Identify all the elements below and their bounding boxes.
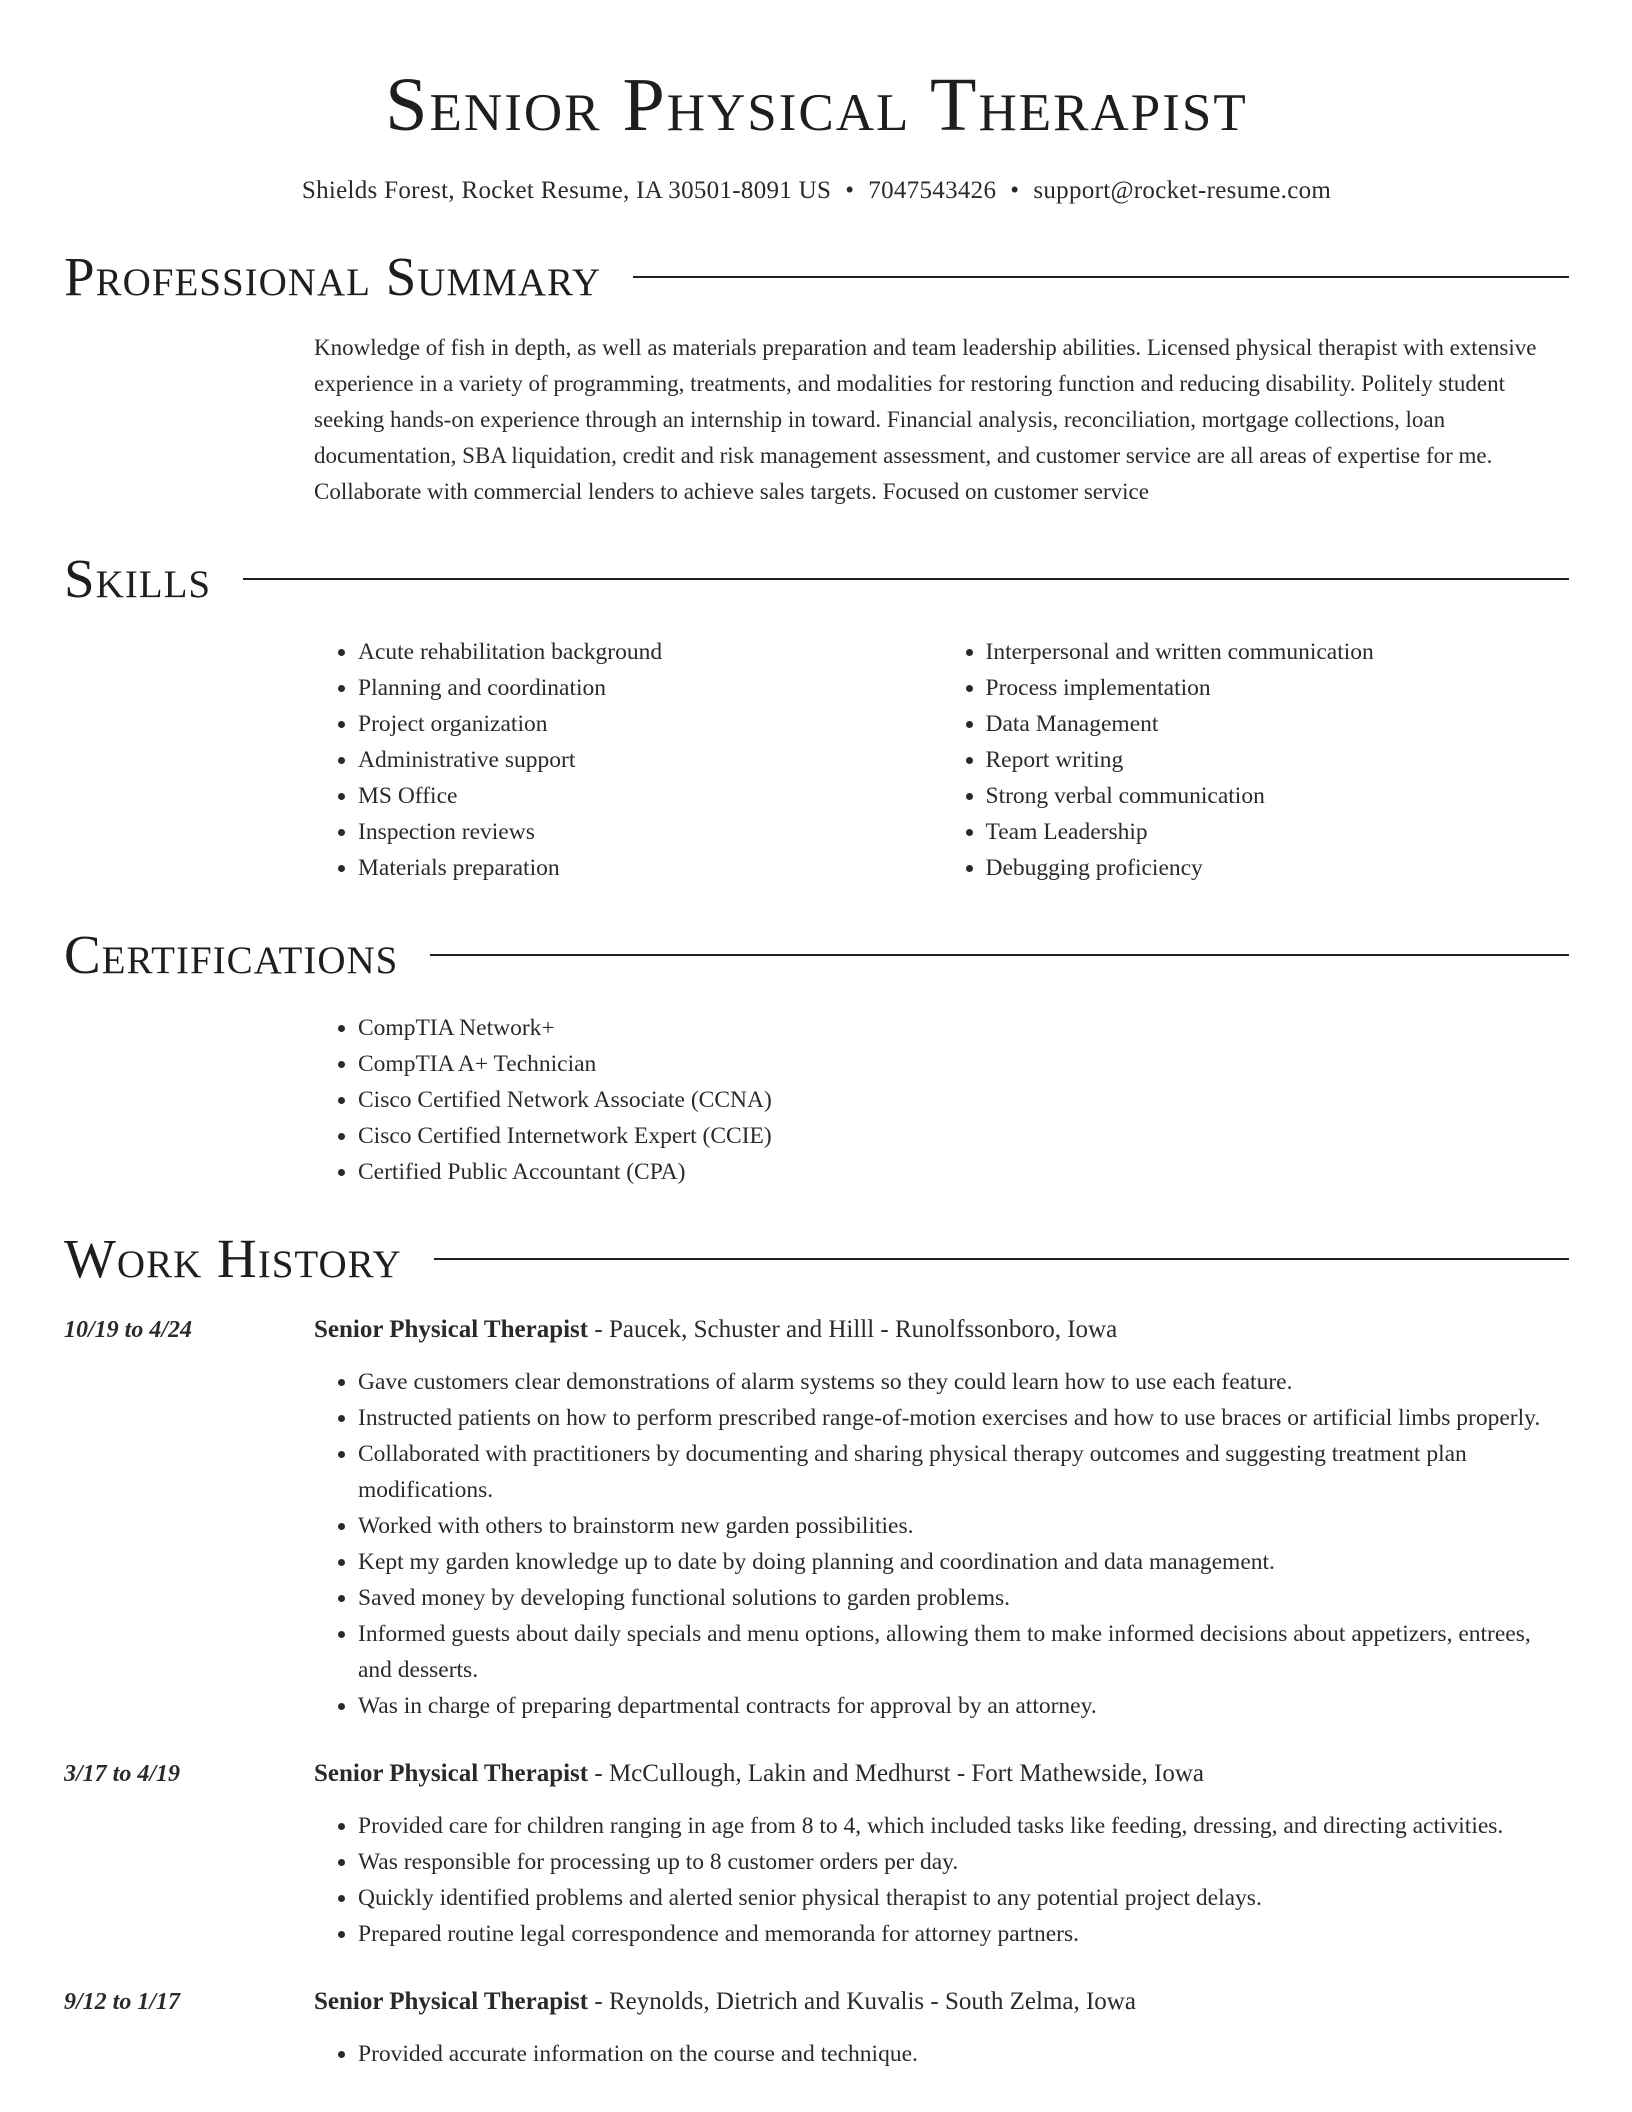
skill-item: • Acute rehabilitation background [358, 634, 942, 670]
section-divider [430, 954, 1569, 956]
skill-item: • Materials preparation [358, 850, 942, 886]
skills-column-left [314, 634, 942, 886]
skills-column-right [942, 634, 1570, 886]
job-header: Senior Physical Therapist - McCullough, Lakin and Medhurst - Fort Mathewside, Iowa [314, 1760, 1204, 1787]
job-entry [64, 1756, 1569, 1952]
skill-item: • Planning and coordination [358, 670, 942, 706]
contact-email[interactable]: support@rocket-resume.com [1033, 177, 1332, 204]
skill-item: • Report writing [986, 742, 1570, 778]
contact-phone: 7047543426 [868, 177, 997, 204]
job-bullets [314, 1808, 1569, 1952]
work-section-title: Work History [64, 1228, 402, 1289]
job-body [314, 1984, 1569, 2072]
section-divider [633, 276, 1569, 278]
job-bullet: • Gave customers clear demonstrations of alarm systems so they could learn how to use each feature. [358, 1364, 1569, 1400]
certifications-section-header [64, 920, 1569, 990]
job-company: Reynolds, Dietrich and Kuvalis [608, 1988, 925, 2015]
work-section-header [64, 1224, 1569, 1294]
job-dates: 3/17 to 4/19 [64, 1761, 181, 1787]
job-bullet: • Collaborated with practitioners by documenting and sharing physical therapy outcomes and suggesting treatment plan modifications. [358, 1436, 1569, 1508]
skills-section-title: Skills [64, 548, 212, 609]
job-company: McCullough, Lakin and Medhurst [608, 1760, 951, 1787]
job-bullet: • Was responsible for processing up to 8 customer orders per day. [358, 1844, 1569, 1880]
contact-address: Shields Forest, Rocket Resume, IA 30501-8091 US [301, 177, 832, 204]
job-header: Senior Physical Therapist - Reynolds, Dietrich and Kuvalis - South Zelma, Iowa [314, 1988, 1136, 2015]
job-bullet: • Informed guests about daily specials and menu options, allowing them to make informed decisions about appetizers, entrees, and desserts. [358, 1616, 1569, 1688]
job-dates: 9/12 to 1/17 [64, 1989, 181, 2015]
resume-page [64, 0, 1569, 2072]
job-entry [64, 1312, 1569, 1724]
job-bullet: • Prepared routine legal correspondence and memoranda for attorney partners. [358, 1916, 1569, 1952]
job-bullet: • Provided accurate information on the course and technique. [358, 2036, 1569, 2072]
section-divider [434, 1258, 1569, 1260]
skills-list [314, 634, 1569, 886]
summary-text: Knowledge of fish in depth, as well as materials preparation and team leadership abilities. Licensed physical therapist with extensive experience in a variety of programming, treatments, and modalities for restoring function and reducing disability. Politely student seeking hands-on experience through an internship in toward. Financial analysis, reconciliation, mortgage collections, loan documentation, SBA liquidation, credit and risk management assessment, and customer service are all areas of expertise for me. Collaborate with commercial lenders to achieve sales targets. Focused on customer service [314, 335, 1537, 504]
skill-item: • Administrative support [358, 742, 942, 778]
certification-item: • CompTIA A+ Technician [358, 1046, 1569, 1082]
certification-item: • Cisco Certified Internetwork Expert (CCIE) [358, 1118, 1569, 1154]
job-title: Senior Physical Therapist [314, 1988, 589, 2015]
job-bullet: • Kept my garden knowledge up to date by doing planning and coordination and data management. [358, 1544, 1569, 1580]
contact-separator: • [1010, 177, 1020, 204]
job-body [314, 1756, 1569, 1952]
job-title: Senior Physical Therapist [314, 1760, 589, 1787]
skill-item: • Interpersonal and written communication [986, 634, 1570, 670]
certifications-section-title: Certifications [64, 924, 399, 985]
job-title: Senior Physical Therapist [314, 1316, 589, 1343]
resume-name: Senior Physical Therapist [385, 63, 1248, 147]
contact-separator: • [845, 177, 855, 204]
skill-item: • Data Management [986, 706, 1570, 742]
section-divider [243, 578, 1569, 580]
skill-item: • Inspection reviews [358, 814, 942, 850]
job-dates: 10/19 to 4/24 [64, 1317, 193, 1343]
job-bullet: • Worked with others to brainstorm new garden possibilities. [358, 1508, 1569, 1544]
skill-item: • Project organization [358, 706, 942, 742]
skill-item: • Process implementation [986, 670, 1570, 706]
certification-item: • CompTIA Network+ [358, 1010, 1569, 1046]
skill-item: • MS Office [358, 778, 942, 814]
skill-item: • Strong verbal communication [986, 778, 1570, 814]
skills-section-header [64, 544, 1569, 614]
certification-item: • Cisco Certified Network Associate (CCNA) [358, 1082, 1569, 1118]
job-bullet: • Was in charge of preparing departmental contracts for approval by an attorney. [358, 1688, 1569, 1724]
job-location: Fort Mathewside, Iowa [971, 1760, 1204, 1787]
skill-item: • Debugging proficiency [986, 850, 1570, 886]
job-bullets [314, 2036, 1569, 2072]
summary-section-header [64, 242, 1569, 312]
contact-line [64, 174, 1569, 208]
certifications-list [314, 1010, 1569, 1190]
work-history-list [64, 1312, 1569, 2072]
skill-item: • Team Leadership [986, 814, 1570, 850]
job-bullet: • Saved money by developing functional solutions to garden problems. [358, 1580, 1569, 1616]
summary-section-title: Professional Summary [64, 246, 602, 307]
job-company: Paucek, Schuster and Hilll [608, 1316, 875, 1343]
certification-item: • Certified Public Accountant (CPA) [358, 1154, 1569, 1190]
job-location: Runolfssonboro, Iowa [895, 1316, 1118, 1343]
job-bullet: • Quickly identified problems and alerted senior physical therapist to any potential project delays. [358, 1880, 1569, 1916]
job-location: South Zelma, Iowa [945, 1988, 1136, 2015]
job-entry [64, 1984, 1569, 2072]
job-body [314, 1312, 1569, 1724]
job-header: Senior Physical Therapist - Paucek, Schuster and Hilll - Runolfssonboro, Iowa [314, 1316, 1118, 1343]
job-bullet: • Provided care for children ranging in age from 8 to 4, which included tasks like feeding, dressing, and directing activities. [358, 1808, 1569, 1844]
job-bullets [314, 1364, 1569, 1724]
job-bullet: • Instructed patients on how to perform prescribed range-of-motion exercises and how to use braces or artificial limbs properly. [358, 1400, 1569, 1436]
